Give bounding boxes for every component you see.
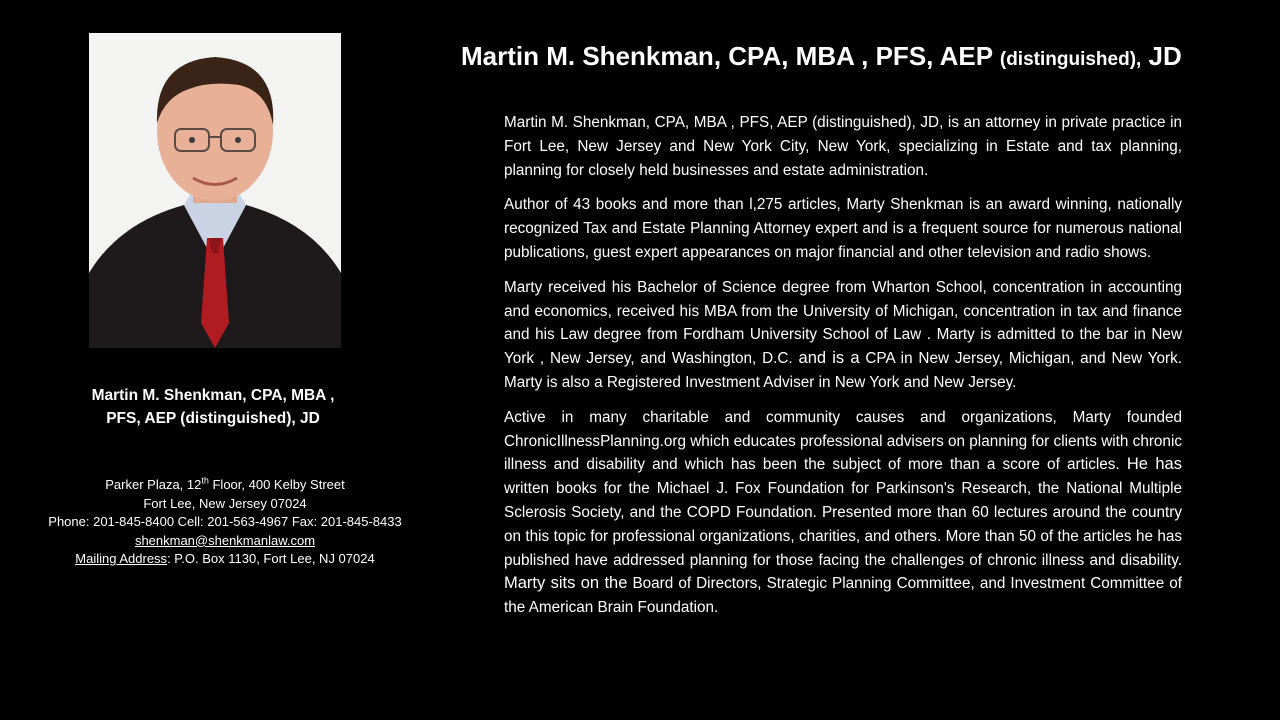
page-title — [461, 38, 1261, 78]
bio-text — [504, 111, 1182, 631]
bio-p3-c: CPA in New Jersey, Michigan, and New York. Marty is also a Registered Investment Adviser in New York and New Jersey. — [504, 350, 1182, 391]
bio-paragraph-1: Martin M. Shenkman, CPA, MBA , PFS, AEP (distinguished), JD, is an attorney in private practice in Fort Lee, New Jersey and New York City, New York, specializing in Estate and tax planning, planning for closely held businesses and estate administration. — [504, 114, 1182, 179]
bio-p3-a: Marty received his Bachelor of Science degree from Wharton School, concentration in accounting and economics, received his MBA from the University of Michigan, concentration in tax and finance and his Law degree from Fordham University School of Law . Marty is admitted to the bar in New York , New Jersey, and Washington, D.C. — [504, 278, 1182, 368]
caption-line-1: Martin M. Shenkman, CPA, MBA , — [91, 387, 335, 404]
portrait-photo — [89, 33, 341, 348]
bio-p4-a: Active in many charitable and community causes and organizations, Marty founded ChronicIllnessPlanning.org which educates professional advisers on planning for clients with chronic illness and disability and which has been the subject of more than a score of articles. — [504, 408, 1182, 474]
profile-caption — [40, 384, 386, 430]
bio-p4-b: He has — [1126, 455, 1182, 474]
bio-paragraph-2: Author of 43 books and more than l,275 articles, Marty Shenkman is an award winning, nationally recognized Tax and Estate Planning Attorney expert and is a frequent source for numerous national publications, guest expert appearances on major financial and other television and radio shows. — [504, 196, 1182, 261]
bio-paragraph-4 — [504, 406, 1182, 620]
address-pre: Parker Plaza, 12 — [105, 477, 202, 492]
bio-p4-d: Marty sits on the — [504, 574, 628, 593]
portrait-photo-icon — [89, 33, 341, 348]
address-sup: th — [201, 475, 209, 486]
address-post: Floor, 400 Kelby Street — [208, 477, 345, 492]
mailing-label: Mailing Address — [75, 551, 168, 567]
title-end: JD — [1148, 41, 1182, 71]
mailing-line — [38, 550, 412, 569]
city-line: Fort Lee, New Jersey 07024 — [143, 495, 307, 511]
email-link[interactable]: shenkman@shenkmanlaw.com — [134, 532, 316, 548]
bio-p4-c: written books for the Michael J. Fox Foundation for Parkinson's Research, the National Multiple Sclerosis Society, and the COPD Foundation. Presented more than 60 lectures around the country on this topic for professional organizations, charities, and others. More than 50 of the articles he has published have addressed planning for those facing the challenges of chronic illness and disability. — [504, 480, 1182, 569]
bio-p4-e: Board of Directors, Strategic Planning Committee, and Investment Committee of the American Brain Foundation. — [504, 575, 1182, 617]
caption-line-2: PFS, AEP (distinguished), JD — [106, 410, 320, 427]
title-main: Martin M. Shenkman, CPA, MBA , PFS, AEP — [461, 41, 993, 71]
bio-p3-b: and is a — [798, 349, 860, 368]
title-small: (distinguished), — [999, 49, 1142, 70]
mailing-value: : P.O. Box 1130, Fort Lee, NJ 07024 — [167, 551, 375, 567]
bio-paragraph-3 — [504, 276, 1182, 395]
phone-line: Phone: 201-845-8400 Cell: 201-563-4967 Fax: 201-845-8433 — [48, 514, 402, 530]
address-line — [38, 476, 412, 495]
contact-block — [38, 476, 412, 569]
